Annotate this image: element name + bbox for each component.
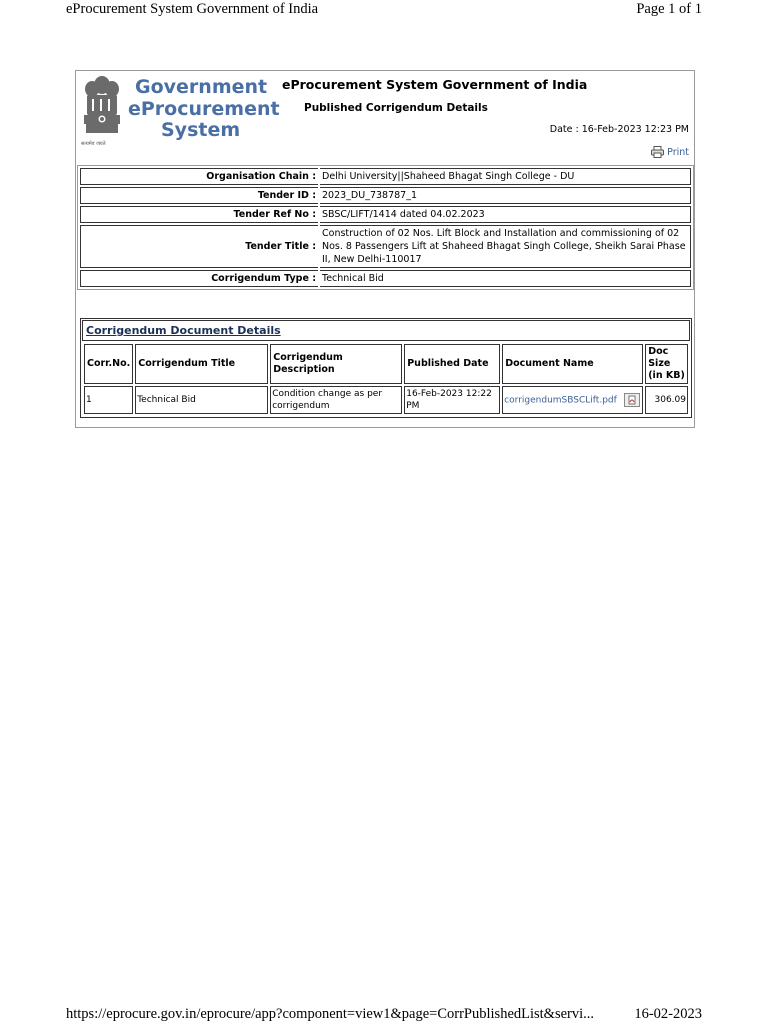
print-header-page: Page 1 of 1 bbox=[636, 1, 702, 17]
logo-line-1: Government bbox=[135, 76, 268, 98]
pdf-download-icon[interactable] bbox=[624, 393, 640, 407]
print-label[interactable]: Print bbox=[667, 146, 689, 158]
tender-title-value: Construction of 02 Nos. Lift Block and Installation and commissioning of 02 Nos. 8 Passengers Lift at Shaheed Bhagat Singh College, Sheikh Sarai Phase II, New Delhi-110017 bbox=[320, 225, 691, 268]
organisation-chain-label: Organisation Chain : bbox=[80, 168, 318, 185]
cell-corr-no: 1 bbox=[84, 386, 133, 414]
national-emblem-icon bbox=[80, 73, 124, 143]
corrigendum-type-label: Corrigendum Type : bbox=[80, 270, 318, 287]
tender-title-label: Tender Title : bbox=[80, 225, 318, 268]
col-published-date: Published Date bbox=[404, 344, 500, 384]
corrigendum-panel bbox=[75, 70, 695, 428]
organisation-chain-row bbox=[80, 168, 691, 185]
print-header-title: eProcurement System Government of India bbox=[66, 1, 319, 17]
col-corrigendum-title: Corrigendum Title bbox=[135, 344, 268, 384]
footer-date: 16-02-2023 bbox=[634, 1006, 702, 1022]
corrigendum-type-value: Technical Bid bbox=[320, 270, 691, 287]
tender-ref-label: Tender Ref No : bbox=[80, 206, 318, 223]
cell-document-name bbox=[502, 386, 643, 414]
col-doc-size: Doc Size (in KB) bbox=[645, 344, 688, 384]
tender-ref-value: SBSC/LIFT/1414 dated 04.02.2023 bbox=[320, 206, 691, 223]
documents-table bbox=[82, 342, 690, 416]
corrigendum-type-row bbox=[80, 270, 691, 287]
documents-header-row bbox=[84, 344, 688, 384]
tender-info-table bbox=[77, 165, 694, 290]
tender-id-row bbox=[80, 187, 691, 204]
footer-url: https://eprocure.gov.in/eprocure/app?component=view1&page=CorrPublishedList&servi... bbox=[66, 1006, 595, 1022]
print-header bbox=[66, 0, 702, 20]
report-date: Date : 16-Feb-2023 12:23 PM bbox=[549, 124, 689, 135]
documents-section-title: Corrigendum Document Details bbox=[82, 320, 690, 341]
organisation-chain-value: Delhi University||Shaheed Bhagat Singh College - DU bbox=[320, 168, 691, 185]
col-corrigendum-description: Corrigendum Description bbox=[270, 344, 402, 384]
site-title: eProcurement System Government of India bbox=[282, 77, 588, 92]
cell-corrigendum-description: Condition change as per corrigendum bbox=[270, 386, 402, 414]
col-document-name: Document Name bbox=[502, 344, 643, 384]
page-title: Published Corrigendum Details bbox=[304, 102, 488, 114]
logo-line-2: eProcurement bbox=[128, 97, 280, 120]
print-footer bbox=[66, 1006, 702, 1026]
cell-corrigendum-title: Technical Bid bbox=[135, 386, 268, 414]
tender-title-row bbox=[80, 225, 691, 268]
eprocurement-logo bbox=[128, 77, 278, 142]
logo-line-3: System bbox=[161, 119, 241, 141]
corrigendum-documents-section bbox=[80, 318, 692, 418]
print-button[interactable] bbox=[651, 146, 689, 158]
tender-id-label: Tender ID : bbox=[80, 187, 318, 204]
cell-doc-size: 306.09 bbox=[645, 386, 688, 414]
table-row bbox=[84, 386, 688, 414]
cell-published-date: 16-Feb-2023 12:22 PM bbox=[404, 386, 500, 414]
col-corr-no: Corr.No. bbox=[84, 344, 133, 384]
document-link[interactable]: corrigendumSBSCLift.pdf bbox=[504, 395, 617, 406]
printer-icon bbox=[651, 146, 664, 158]
emblem-caption: सत्यमेव जयते bbox=[81, 141, 106, 147]
tender-ref-row bbox=[80, 206, 691, 223]
tender-id-value: 2023_DU_738787_1 bbox=[320, 187, 691, 204]
